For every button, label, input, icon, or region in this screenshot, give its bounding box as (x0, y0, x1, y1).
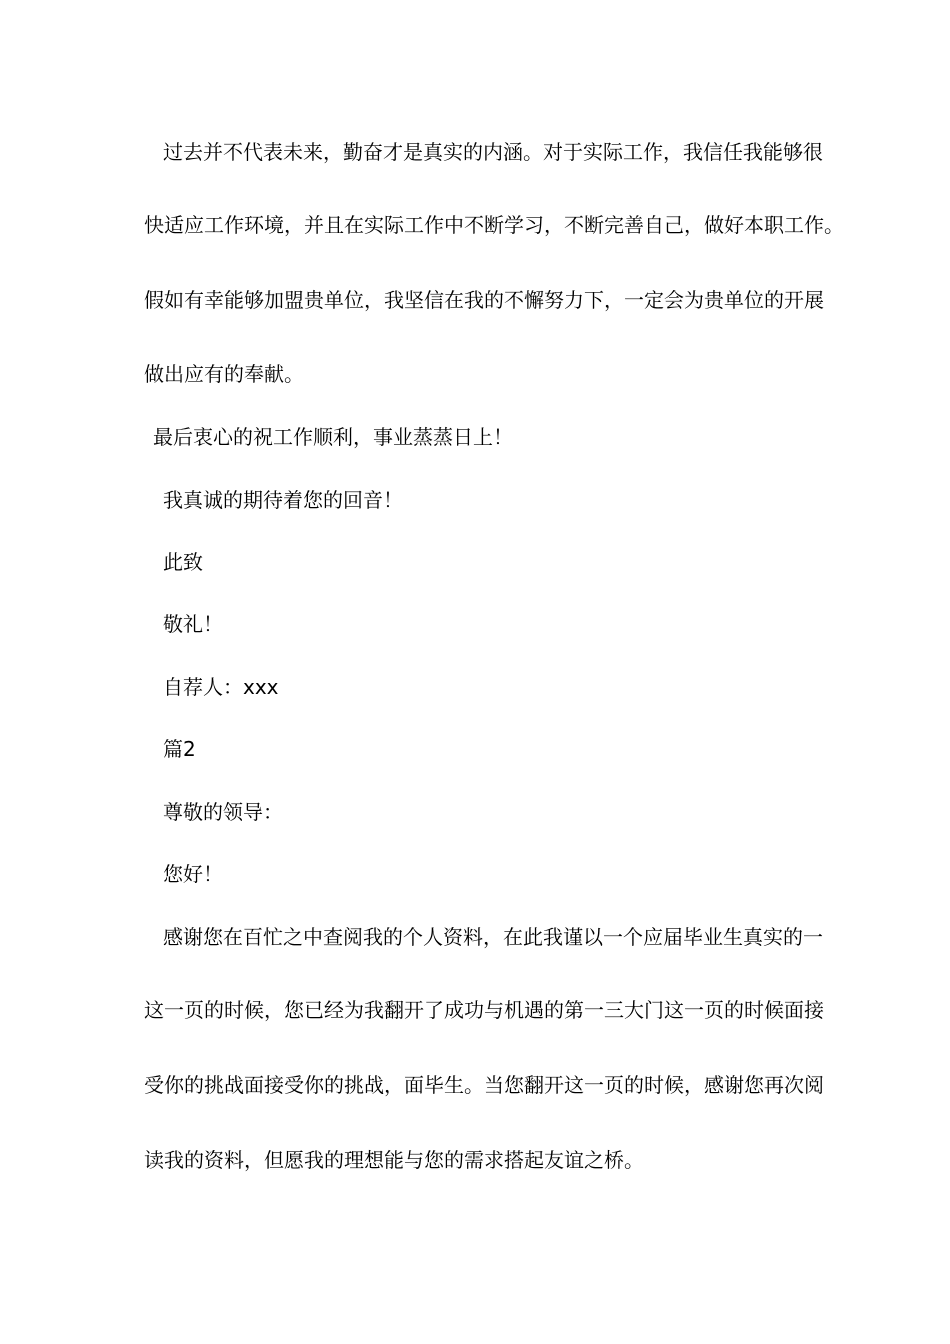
greeting-hello: 您好！ (163, 862, 223, 886)
paragraph-line: 假如有幸能够加盟贵单位，我坚信在我的不懈努力下，一定会为贵单位的开展 (144, 288, 824, 312)
greeting-line: 尊敬的领导： (163, 800, 283, 824)
closing-line: 我真诚的期待着您的回音！ (163, 488, 403, 512)
salutation-cizhi: 此致 (163, 550, 203, 574)
paragraph-line: 这一页的时候，您已经为我翻开了成功与机遇的第一三大门这一页的时候面接 (144, 998, 824, 1022)
section-heading: 篇2 (163, 737, 196, 761)
paragraph-line: 受你的挑战面接受你的挑战，面毕生。当您翻开这一页的时候，感谢您再次阅 (144, 1073, 824, 1097)
paragraph-line: 快适应工作环境，并且在实际工作中不断学习，不断完善自己，做好本职工作。 (144, 213, 844, 237)
signature-line: 自荐人：xxx (163, 675, 279, 699)
paragraph-line: 做出应有的奉献。 (144, 362, 304, 386)
paragraph-line: 读我的资料，但愿我的理想能与您的需求搭起友谊之桥。 (144, 1148, 644, 1172)
salutation-jingli: 敬礼！ (163, 612, 223, 636)
paragraph-line: 感谢您在百忙之中查阅我的个人资料，在此我谨以一个应届毕业生真实的一 (163, 925, 823, 949)
paragraph-line: 过去并不代表未来，勤奋才是真实的内涵。对于实际工作，我信任我能够很 (163, 140, 823, 164)
closing-wish: 最后衷心的祝工作顺利，事业蒸蒸日上！ (153, 425, 513, 449)
